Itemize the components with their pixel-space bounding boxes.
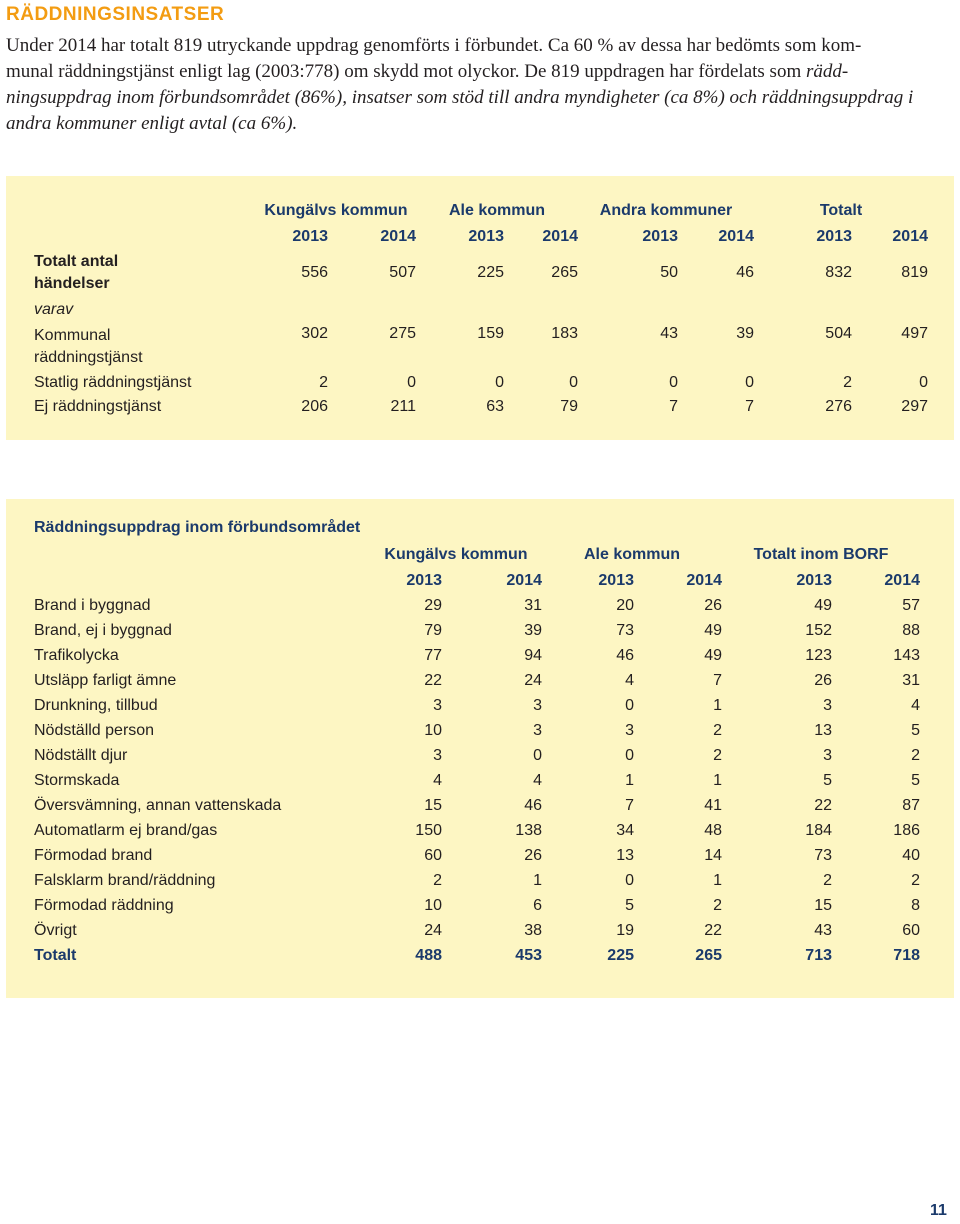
intro-paragraph xyxy=(6,33,954,137)
row-label: Statlig räddningstjänst xyxy=(34,374,192,391)
cell: 10 xyxy=(424,721,442,739)
intro-line-3: ningsuppdrag inom förbundsområdet (86%), insatser som stöd till andra myndigheter (ca 8%) och räddningsuppdrag i xyxy=(6,87,914,108)
cell: 5 xyxy=(911,721,920,739)
cell: 2 xyxy=(319,374,328,391)
cell: 4 xyxy=(433,771,442,789)
cell: 73 xyxy=(814,846,832,864)
year-header: 2014 xyxy=(892,227,928,245)
row-label: Övrigt xyxy=(34,921,77,939)
cell: 49 xyxy=(704,646,722,664)
row-label: Brand, ej i byggnad xyxy=(34,621,172,639)
table-row xyxy=(34,893,920,918)
cell: 556 xyxy=(301,264,328,281)
cell: 184 xyxy=(805,821,832,839)
rescue-missions-table xyxy=(34,542,920,968)
cell: 211 xyxy=(390,398,416,415)
table-row xyxy=(34,371,928,395)
cell: 6 xyxy=(533,896,542,914)
cell: 1 xyxy=(713,771,722,789)
cell: 143 xyxy=(893,646,920,664)
cell: 3 xyxy=(823,746,832,764)
cell: 7 xyxy=(745,398,754,415)
year-header: 2014 xyxy=(380,227,416,245)
cell: 49 xyxy=(814,596,832,614)
year-header: 2014 xyxy=(718,227,754,245)
cell: 14 xyxy=(704,846,722,864)
row-label: Drunkning, tillbud xyxy=(34,696,158,714)
cell: 8 xyxy=(911,896,920,914)
year-header: 2014 xyxy=(542,227,578,245)
cell: 2 xyxy=(911,746,920,764)
events-summary-panel xyxy=(6,176,954,440)
cell: 46 xyxy=(524,796,542,814)
header-spacer xyxy=(34,224,256,249)
events-summary-table xyxy=(34,198,928,419)
cell: 2 xyxy=(713,746,722,764)
cell: 488 xyxy=(415,946,442,964)
cell: 40 xyxy=(902,846,920,864)
intro-line-2: munal räddningstjänst enligt lag (2003:778) om skydd mot olyckor. De 819 uppdragen har fördelats som xyxy=(6,61,806,82)
cell: 73 xyxy=(616,621,634,639)
cell: 24 xyxy=(424,921,442,939)
cell: 2 xyxy=(713,721,722,739)
row-label: Automatlarm ej brand/gas xyxy=(34,821,218,839)
year-header: 2013 xyxy=(796,571,832,589)
row-label: Förmodad brand xyxy=(34,846,153,864)
cell: 275 xyxy=(389,325,416,342)
cell: 3 xyxy=(823,696,832,714)
total-row xyxy=(34,943,920,968)
table-row xyxy=(34,818,920,843)
cell: 1 xyxy=(625,771,634,789)
row-label: Trafikolycka xyxy=(34,646,119,664)
table-row xyxy=(34,618,920,643)
cell: 3 xyxy=(625,721,634,739)
cell: 79 xyxy=(424,621,442,639)
rescue-missions-panel xyxy=(6,499,954,998)
cell: 265 xyxy=(695,946,722,964)
year-header: 2014 xyxy=(884,571,920,589)
row-label: Totalt antal händelser xyxy=(34,253,119,292)
cell: 15 xyxy=(814,896,832,914)
group-header: Kungälvs kommun xyxy=(384,546,528,563)
cell: 3 xyxy=(533,721,542,739)
cell: 297 xyxy=(901,398,928,415)
row-label: Kommunal räddningstjänst xyxy=(34,327,143,366)
cell: 60 xyxy=(902,921,920,939)
year-header: 2014 xyxy=(686,571,722,589)
year-header: 2013 xyxy=(816,227,852,245)
table-row xyxy=(34,323,928,371)
cell: 3 xyxy=(533,696,542,714)
cell: 13 xyxy=(616,846,634,864)
row-label: Stormskada xyxy=(34,771,120,789)
cell: 5 xyxy=(823,771,832,789)
cell: 39 xyxy=(736,325,754,342)
cell: 123 xyxy=(805,646,832,664)
year-header: 2013 xyxy=(292,227,328,245)
cell: 43 xyxy=(814,921,832,939)
cell: 265 xyxy=(551,264,578,281)
cell: 713 xyxy=(805,946,832,964)
cell: 159 xyxy=(477,325,504,342)
cell: 87 xyxy=(902,796,920,814)
cell: 7 xyxy=(625,796,634,814)
year-header: 2013 xyxy=(642,227,678,245)
cell: 60 xyxy=(424,846,442,864)
cell: 5 xyxy=(911,771,920,789)
cell: 79 xyxy=(560,398,578,415)
cell: 0 xyxy=(625,696,634,714)
cell: 819 xyxy=(901,264,928,281)
empty-cells xyxy=(256,297,928,323)
cell: 94 xyxy=(524,646,542,664)
row-label: Förmodad räddning xyxy=(34,896,174,914)
cell: 0 xyxy=(669,374,678,391)
cell: 5 xyxy=(625,896,634,914)
row-label: Ej räddningstjänst xyxy=(34,398,162,415)
row-label: Översvämning, annan vattenskada xyxy=(34,796,282,814)
cell: 2 xyxy=(843,374,852,391)
cell: 4 xyxy=(625,671,634,689)
table-row xyxy=(34,668,920,693)
cell: 3 xyxy=(433,696,442,714)
cell: 26 xyxy=(524,846,542,864)
cell: 2 xyxy=(433,871,442,889)
header-spacer xyxy=(34,542,370,568)
cell: 225 xyxy=(607,946,634,964)
cell: 20 xyxy=(616,596,634,614)
cell: 1 xyxy=(713,871,722,889)
group-header: Andra kommuner xyxy=(599,202,733,219)
cell: 41 xyxy=(704,796,722,814)
cell: 39 xyxy=(524,621,542,639)
cell: 832 xyxy=(825,264,852,281)
cell: 50 xyxy=(660,264,678,281)
cell: 22 xyxy=(704,921,722,939)
cell: 26 xyxy=(814,671,832,689)
cell: 206 xyxy=(301,398,328,415)
cell: 183 xyxy=(551,325,578,342)
table-row xyxy=(34,643,920,668)
table-row xyxy=(34,843,920,868)
year-header: 2014 xyxy=(506,571,542,589)
cell: 152 xyxy=(805,621,832,639)
cell: 0 xyxy=(495,374,504,391)
cell: 24 xyxy=(524,671,542,689)
page-number: 11 xyxy=(930,1202,947,1219)
row-label: Nödställt djur xyxy=(34,746,128,764)
table-row xyxy=(34,768,920,793)
cell: 186 xyxy=(893,821,920,839)
table-row xyxy=(34,593,920,618)
cell: 0 xyxy=(569,374,578,391)
intro-line-1: Under 2014 har totalt 819 utryckande uppdrag genomförts i förbundet. Ca 60 % av dessa har bedömts som kom- xyxy=(6,35,862,56)
cell: 0 xyxy=(745,374,754,391)
cell: 4 xyxy=(533,771,542,789)
intro-line-2-italic: rädd- xyxy=(805,61,849,82)
cell: 10 xyxy=(424,896,442,914)
year-header: 2013 xyxy=(406,571,442,589)
group-header: Totalt xyxy=(819,202,863,219)
header-spacer xyxy=(34,568,370,593)
intro-line-4: andra kommuner enligt avtal (ca 6%). xyxy=(6,113,298,134)
cell: 29 xyxy=(424,596,442,614)
cell: 22 xyxy=(424,671,442,689)
cell: 453 xyxy=(515,946,542,964)
cell: 2 xyxy=(911,871,920,889)
cell: 15 xyxy=(424,796,442,814)
row-label: Falsklarm brand/räddning xyxy=(34,871,216,889)
cell: 19 xyxy=(616,921,634,939)
cell: 7 xyxy=(713,671,722,689)
cell: 38 xyxy=(524,921,542,939)
year-header: 2013 xyxy=(468,227,504,245)
cell: 77 xyxy=(424,646,442,664)
cell: 22 xyxy=(814,796,832,814)
table-row xyxy=(34,743,920,768)
table-row xyxy=(34,693,920,718)
row-label: Totalt xyxy=(34,946,77,964)
cell: 2 xyxy=(713,896,722,914)
cell: 43 xyxy=(660,325,678,342)
table-row xyxy=(34,868,920,893)
cell: 4 xyxy=(911,696,920,714)
cell: 48 xyxy=(704,821,722,839)
table-row xyxy=(34,793,920,818)
year-header: 2013 xyxy=(598,571,634,589)
group-header: Totalt inom BORF xyxy=(753,546,889,563)
group-header: Ale kommun xyxy=(448,202,545,219)
cell: 1 xyxy=(533,871,542,889)
table-row xyxy=(34,918,920,943)
cell: 497 xyxy=(901,325,928,342)
group-header: Ale kommun xyxy=(583,546,680,563)
cell: 63 xyxy=(486,398,504,415)
cell: 31 xyxy=(524,596,542,614)
cell: 718 xyxy=(893,946,920,964)
cell: 150 xyxy=(415,821,442,839)
table-row xyxy=(34,297,928,323)
cell: 0 xyxy=(625,746,634,764)
cell: 34 xyxy=(616,821,634,839)
row-label: Brand i byggnad xyxy=(34,596,151,614)
cell: 504 xyxy=(825,325,852,342)
table-row xyxy=(34,249,928,297)
row-label: Nödställd person xyxy=(34,721,155,739)
cell: 225 xyxy=(477,264,504,281)
cell: 1 xyxy=(713,696,722,714)
cell: 0 xyxy=(533,746,542,764)
cell: 3 xyxy=(433,746,442,764)
row-label: Utsläpp farligt ämne xyxy=(34,671,177,689)
header-spacer xyxy=(34,198,256,224)
cell: 49 xyxy=(704,621,722,639)
group-header: Kungälvs kommun xyxy=(264,202,408,219)
table-row xyxy=(34,395,928,419)
cell: 302 xyxy=(301,325,328,342)
cell: 0 xyxy=(625,871,634,889)
cell: 26 xyxy=(704,596,722,614)
table-row xyxy=(34,718,920,743)
cell: 88 xyxy=(902,621,920,639)
cell: 0 xyxy=(919,374,928,391)
cell: 13 xyxy=(814,721,832,739)
cell: 7 xyxy=(669,398,678,415)
cell: 46 xyxy=(616,646,634,664)
row-label: varav xyxy=(34,301,74,318)
cell: 0 xyxy=(407,374,416,391)
cell: 2 xyxy=(823,871,832,889)
cell: 46 xyxy=(736,264,754,281)
cell: 138 xyxy=(515,821,542,839)
cell: 276 xyxy=(825,398,852,415)
cell: 57 xyxy=(902,596,920,614)
cell: 507 xyxy=(389,264,416,281)
rescue-missions-title: Räddningsuppdrag inom förbundsområdet xyxy=(34,519,361,536)
section-heading: RÄDDNINGSINSATSER xyxy=(6,4,225,25)
cell: 31 xyxy=(902,671,920,689)
